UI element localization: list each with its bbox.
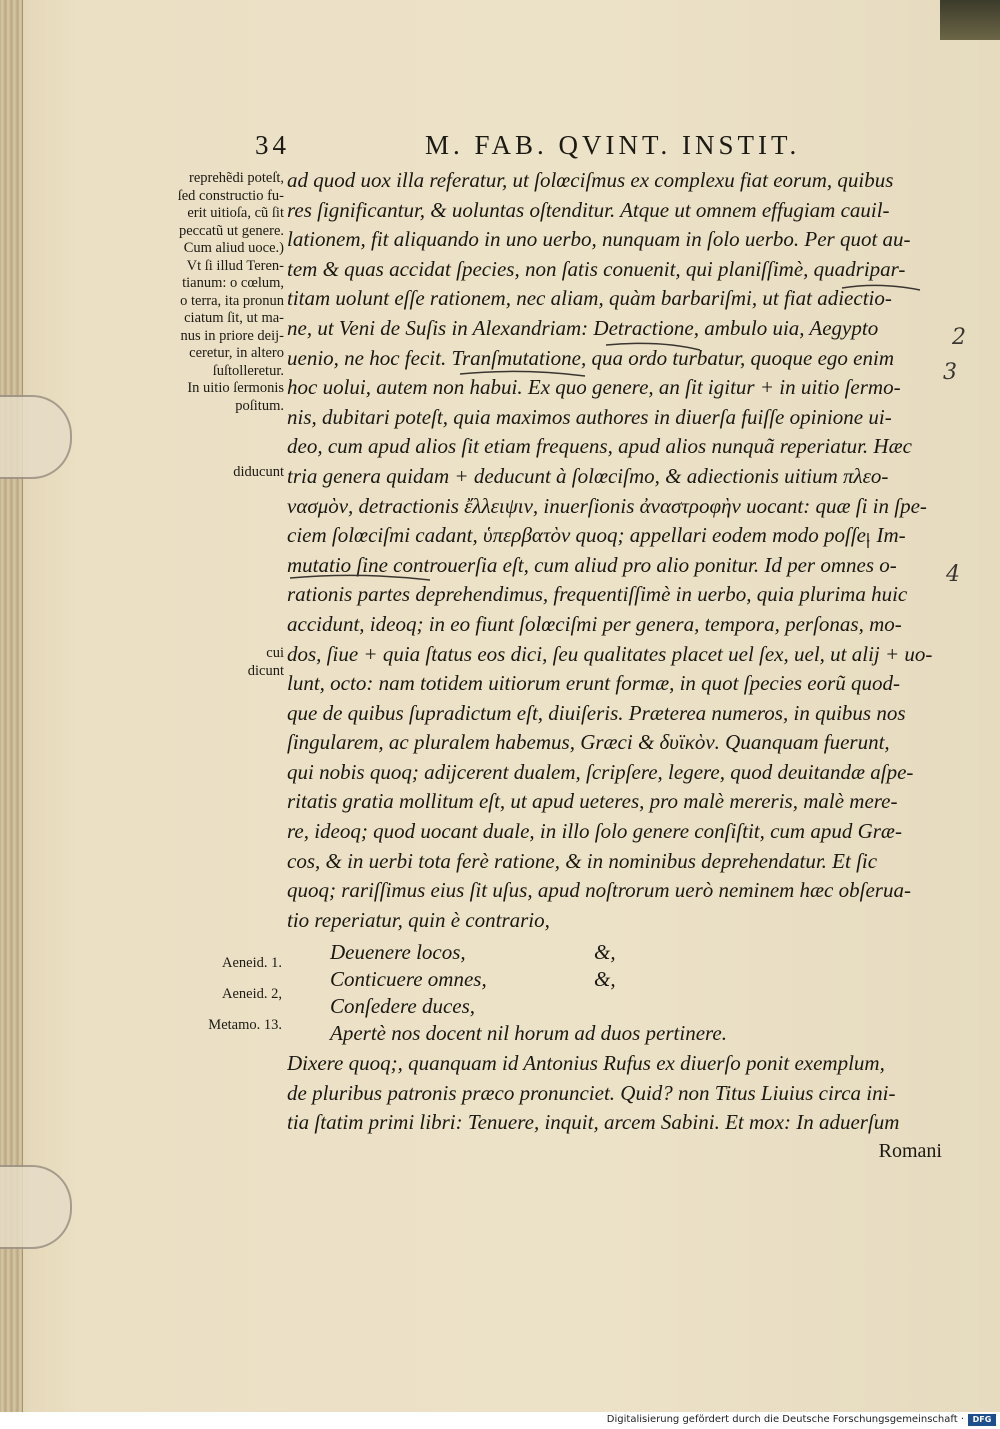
margin-line: In uitio ſermonis bbox=[187, 380, 284, 396]
text-line: lunt, octo: nam totidem uitiorum erunt formæ, in quot ſpecies eorũ quod- bbox=[287, 671, 901, 696]
margin-line: peccatũ ut genere. bbox=[178, 222, 284, 239]
text-line: lationem, fit aliquando in uno uerbo, nunquam in ſolo uerbo. Per quot au- bbox=[287, 227, 911, 252]
running-title: M. FAB. QVINT. INSTIT. bbox=[425, 130, 801, 160]
verse-line: Conſedere duces, bbox=[330, 994, 476, 1018]
text-line: ad quod uox illa referatur, ut ſolœciſmus ex complexu fiat eorum, quibus bbox=[287, 168, 894, 192]
margin-line: ſed constructio fu- bbox=[177, 187, 284, 204]
catchword: Romani bbox=[878, 1140, 942, 1162]
verse-mark: &, bbox=[594, 940, 616, 964]
margin-line: reprehẽdi poteſt, bbox=[188, 170, 284, 186]
margin-line: cui bbox=[266, 645, 284, 661]
text-line: ciem ſolœciſmi cadant, ὑπερβατὸν quoq; appellari eodem modo poſſe. Im- bbox=[287, 523, 906, 548]
text-line: ne, ut Veni de Suſis in Alexandriam: Detractione, ambulo uia, Aegypto bbox=[287, 315, 879, 340]
verse-line: Conticuere omnes, bbox=[330, 967, 487, 991]
footer-credit: Digitalisierung gefördert durch die Deutsche Forschungsgemeinschaft · bbox=[606, 1414, 964, 1425]
footer-bar bbox=[0, 1412, 1000, 1429]
verse-mark: &, bbox=[594, 967, 616, 991]
text-line: dos, ſiue + quia ſtatus eos dici, ſeu qualitates placet uel ſex, uel, ut alij + uo- bbox=[287, 641, 933, 666]
verse-ref: Aeneid. 1. bbox=[222, 955, 282, 971]
margin-line: Cum aliud uoce.) bbox=[183, 240, 284, 256]
margin-line: poſitum. bbox=[235, 397, 284, 414]
text-line: nis, dubitari poteſt, quia maximos authores in diuerſa fuiſſe opinione ui- bbox=[287, 404, 892, 429]
text-line: de pluribus patronis præco pronunciet. Quid? non Titus Liuius circa ini- bbox=[287, 1080, 896, 1105]
text-line: Dixere quoq;, quanquam id Antonius Rufus ex diuerſo ponit exemplum, bbox=[287, 1051, 885, 1075]
text-line: ſingularem, ac pluralem habemus, Græci & δυϊκὸν. Quanquam fuerunt, bbox=[287, 730, 890, 755]
text-line: mutatio ſine controuerſia eſt, cum aliud pro alio ponitur. Id per omnes o- bbox=[287, 552, 897, 577]
margin-line: erit uitioſa, cũ ſit bbox=[187, 205, 284, 221]
margin-line: ceretur, in altero bbox=[189, 345, 284, 361]
margin-line: Vt ſi illud Teren- bbox=[186, 257, 284, 274]
text-line: tria genera quidam + deducunt à ſolœciſmo, & adiectionis uitium πλεο- bbox=[287, 463, 889, 488]
handwritten-number: 4 bbox=[946, 562, 960, 587]
text-line: qui nobis quoq; adijcerent dualem, ſcripſere, legere, quod deuitandæ aſpe- bbox=[287, 759, 914, 784]
text-line: νασμὸν, detractionis ἔλλειψιν, inuerſionis ἀναστροφὴν uocant: quæ ſi in ſpe- bbox=[287, 493, 927, 518]
text-line: uenio, ne hoc fecit. Tranſmutatione, qua ordo turbatur, quoque ego enim bbox=[287, 345, 895, 370]
text-line: res ſignificantur, & uoluntas oſtenditur. Atque ut omnem effugiam cauil- bbox=[287, 197, 890, 222]
handwritten-number: 3 bbox=[943, 360, 957, 385]
verse-line: Deuenere locos, bbox=[330, 940, 466, 964]
text-line: tem & quas accidat ſpecies, non ſatis conuenit, qui planiſſimè, quadripar- bbox=[287, 256, 906, 281]
text-line: re, ideoq; quod uocant duale, in illo ſolo genere conſiſtit, cum apud Græ- bbox=[287, 819, 902, 844]
margin-line: tianum: o cœlum, bbox=[182, 275, 284, 291]
dfg-logo: DFG bbox=[968, 1414, 996, 1426]
text-line: tia ſtatim primi libri: Tenuere, inquit, arcem Sabini. Et mox: In aduerſum bbox=[287, 1110, 900, 1135]
text-line: quoq; rariſſimus eius ſit uſus, apud noſtrorum uerò neminem hæc obſerua- bbox=[287, 878, 911, 903]
margin-diducunt: diducunt bbox=[233, 464, 284, 480]
text-line: accidunt, ideoq; in eo fiunt ſolœciſmi per genera, tempora, perſonas, mo- bbox=[287, 611, 902, 636]
text-line: que de quibus ſupradictum eſt, diuiſeris. Præterea numeros, in quibus nos bbox=[287, 700, 906, 725]
verse-conclusion: Apertè nos docent nil horum ad duos pertinere. bbox=[330, 1021, 728, 1045]
margin-line: ciatum ſit, ut ma- bbox=[184, 310, 284, 326]
text-line: titam uolunt eſſe rationem, nec aliam, quàm barbariſmi, ut fiat adiectio- bbox=[287, 286, 892, 311]
text-line: tio reperiatur, quin è contrario, bbox=[287, 907, 550, 932]
text-line: rationis partes deprehendimus, frequentiſſimè in uerbo, quia plurima huic bbox=[287, 582, 908, 607]
text-line: hoc uolui, autem non habui. Ex quo genere, an ſit igitur + in uitio ſermo- bbox=[287, 375, 901, 400]
margin-line: dicunt bbox=[247, 662, 284, 679]
verse-ref: Metamo. 13. bbox=[208, 1017, 282, 1033]
text-line: deo, cum apud alios ſit etiam frequens, apud alios nunquã reperiatur. Hæc bbox=[287, 434, 912, 459]
margin-line: nus in priore deij- bbox=[180, 327, 284, 344]
margin-line: ſuſtolleretur. bbox=[212, 362, 284, 379]
verse-ref: Aeneid. 2, bbox=[222, 986, 282, 1002]
text-line: ritatis gratia mollitum eſt, ut apud ueteres, pro malè mereris, malè mere- bbox=[287, 789, 898, 814]
handwritten-number: 2 bbox=[952, 325, 966, 350]
margin-line: o terra, ita pronun bbox=[180, 292, 284, 309]
page-number: 34 bbox=[255, 130, 290, 160]
text-line: cos, & in uerbi tota ferè ratione, & in nominibus deprehendatur. Et ſic bbox=[287, 848, 878, 873]
